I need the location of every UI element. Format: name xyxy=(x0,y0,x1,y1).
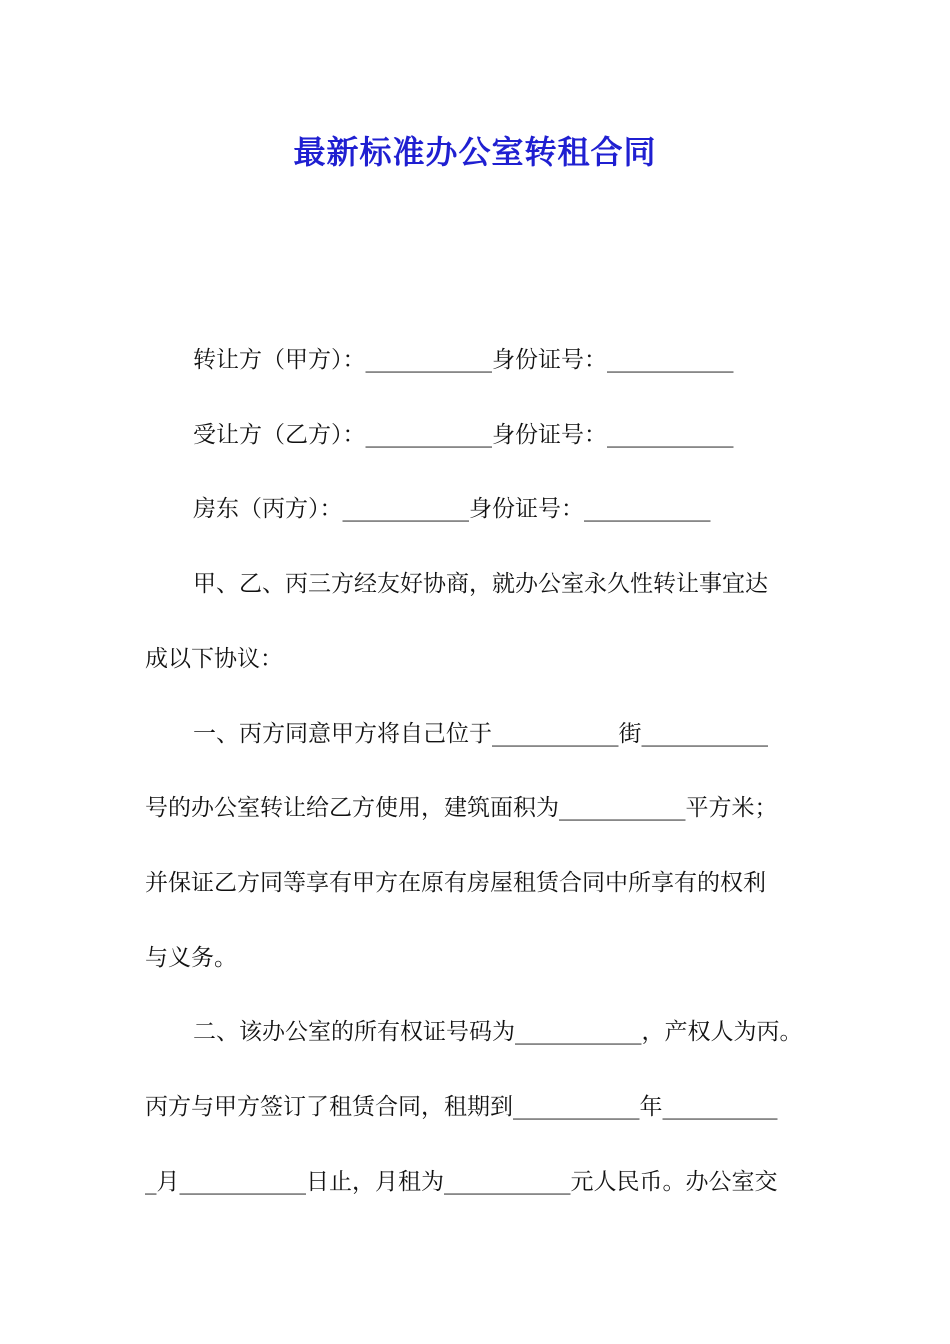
clause-one-line: 并保证乙方同等享有甲方在原有房屋租赁合同中所享有的权利 xyxy=(145,870,766,896)
document-title: 最新标准办公室转租合同 xyxy=(293,133,657,171)
clause-one-line: 一、丙方同意甲方将自己位于___________街___________ xyxy=(193,721,768,747)
clause-two-line: 二、该办公室的所有权证号码为___________，产权人为丙。 xyxy=(193,1019,803,1045)
paragraph-line: 甲、乙、丙三方经友好协商，就办公室永久性转让事宜达 xyxy=(193,571,768,597)
party-b-line: 受让方（乙方）：___________身份证号：___________ xyxy=(193,422,734,448)
party-a-line: 转让方（甲方）：___________身份证号：___________ xyxy=(193,347,734,373)
clause-one-line: 与义务。 xyxy=(145,945,237,971)
party-c-line: 房东（丙方）：___________身份证号：___________ xyxy=(193,496,711,522)
clause-two-line: _月___________日止，月租为___________元人民币。办公室交 xyxy=(145,1169,778,1195)
paragraph-line: 成以下协议： xyxy=(145,646,283,672)
clause-two-line: 丙方与甲方签订了租赁合同，租期到___________年__________ xyxy=(145,1094,778,1120)
clause-one-line: 号的办公室转让给乙方使用，建筑面积为___________平方米； xyxy=(145,795,778,821)
